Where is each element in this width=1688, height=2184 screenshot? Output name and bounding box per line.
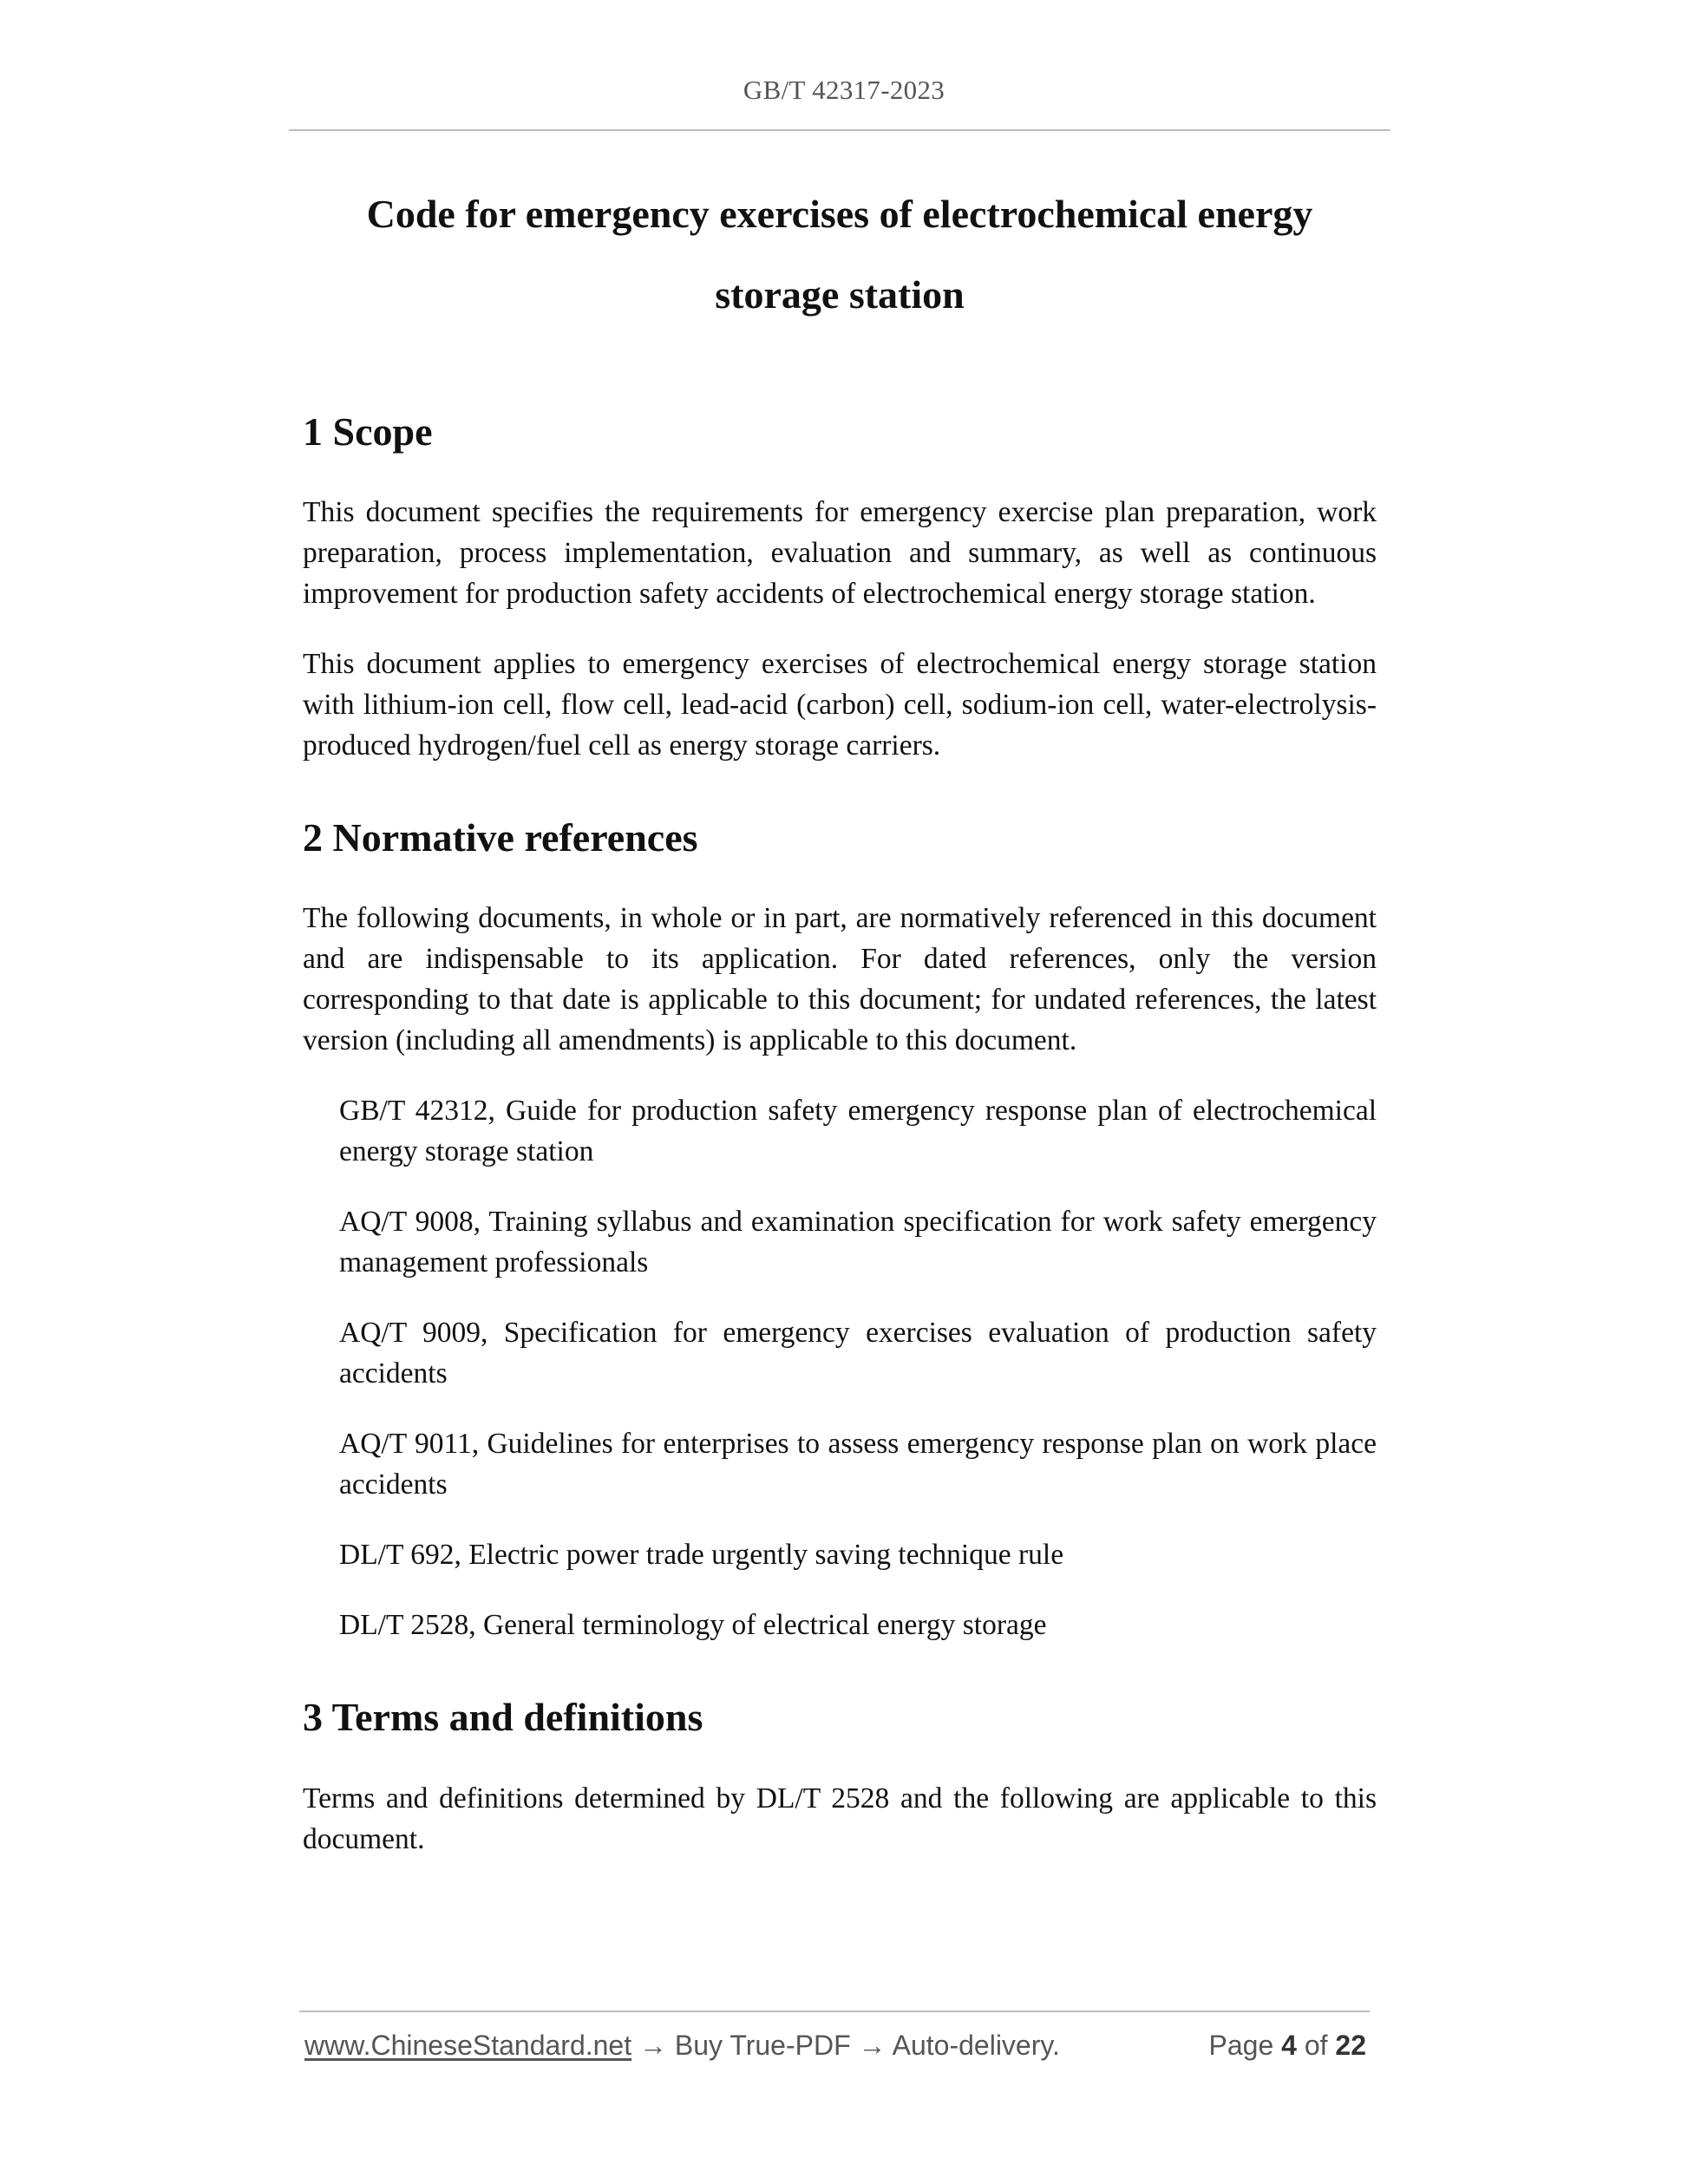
- document-title-line-2: storage station: [715, 272, 965, 317]
- normative-intro-paragraph: The following documents, in whole or in part, are normatively referenced in this document and are indispensable to its application. For dated references, only the version corresponding to that date is applicable to this document; for undated references, the latest version (including all amendments) is applicable to this document.: [303, 902, 1377, 1057]
- reference-item: AQ/T 9009, Specification for emergency exercises evaluation of production safety accidents: [339, 1317, 1377, 1390]
- page-footer: [304, 2030, 1366, 2062]
- footer-buy-text: → Buy True-PDF → Auto-delivery.: [631, 2030, 1060, 2061]
- header-divider: [289, 129, 1390, 131]
- page-of-label: of: [1304, 2030, 1328, 2061]
- reference-item: AQ/T 9011, Guidelines for enterprises to assess emergency response plan on work place accidents: [339, 1428, 1377, 1501]
- scope-paragraph-2: This document applies to emergency exercises of electrochemical energy storage station with lithium-ion cell, flow cell, lead-acid (carbon) cell, sodium-ion cell, water-electrolysis-produced hydrogen/fuel cell as energy storage carriers.: [303, 648, 1377, 762]
- reference-item: GB/T 42312, Guide for production safety emergency response plan of electrochemical energy storage station: [339, 1095, 1377, 1168]
- document-body: [303, 408, 1377, 1860]
- page-current: 4: [1281, 2030, 1297, 2061]
- reference-item: AQ/T 9008, Training syllabus and examination specification for work safety emergency management professionals: [339, 1206, 1377, 1279]
- running-header-code: GB/T 42317-2023: [743, 75, 945, 105]
- document-title: [289, 173, 1390, 335]
- footer-divider: [299, 2011, 1370, 2012]
- page-total: 22: [1335, 2030, 1366, 2061]
- reference-item: DL/T 692, Electric power trade urgently saving technique rule: [339, 1539, 1064, 1572]
- terms-paragraph-1: Terms and definitions determined by DL/T 2528 and the following are applicable to this document.: [303, 1782, 1377, 1855]
- section-heading-normative-references: 2 Normative references: [303, 815, 698, 860]
- section-heading-terms-and-definitions: 3 Terms and definitions: [303, 1695, 703, 1740]
- page-label: Page: [1208, 2030, 1274, 2061]
- reference-item: DL/T 2528, General terminology of electrical energy storage: [339, 1609, 1047, 1642]
- chinesestandard-link[interactable]: www.ChineseStandard.net: [304, 2030, 632, 2061]
- section-heading-scope: 1 Scope: [303, 409, 433, 454]
- scope-paragraph-1: This document specifies the requirements for emergency exercise plan preparation, work preparation, process implementation, evaluation and summary, as well as continuous improvement for production safety accidents of electrochemical energy storage station.: [303, 496, 1377, 611]
- page-counter: [1209, 2030, 1366, 2062]
- document-title-line-1: Code for emergency exercises of electrochemical energy: [366, 192, 1313, 236]
